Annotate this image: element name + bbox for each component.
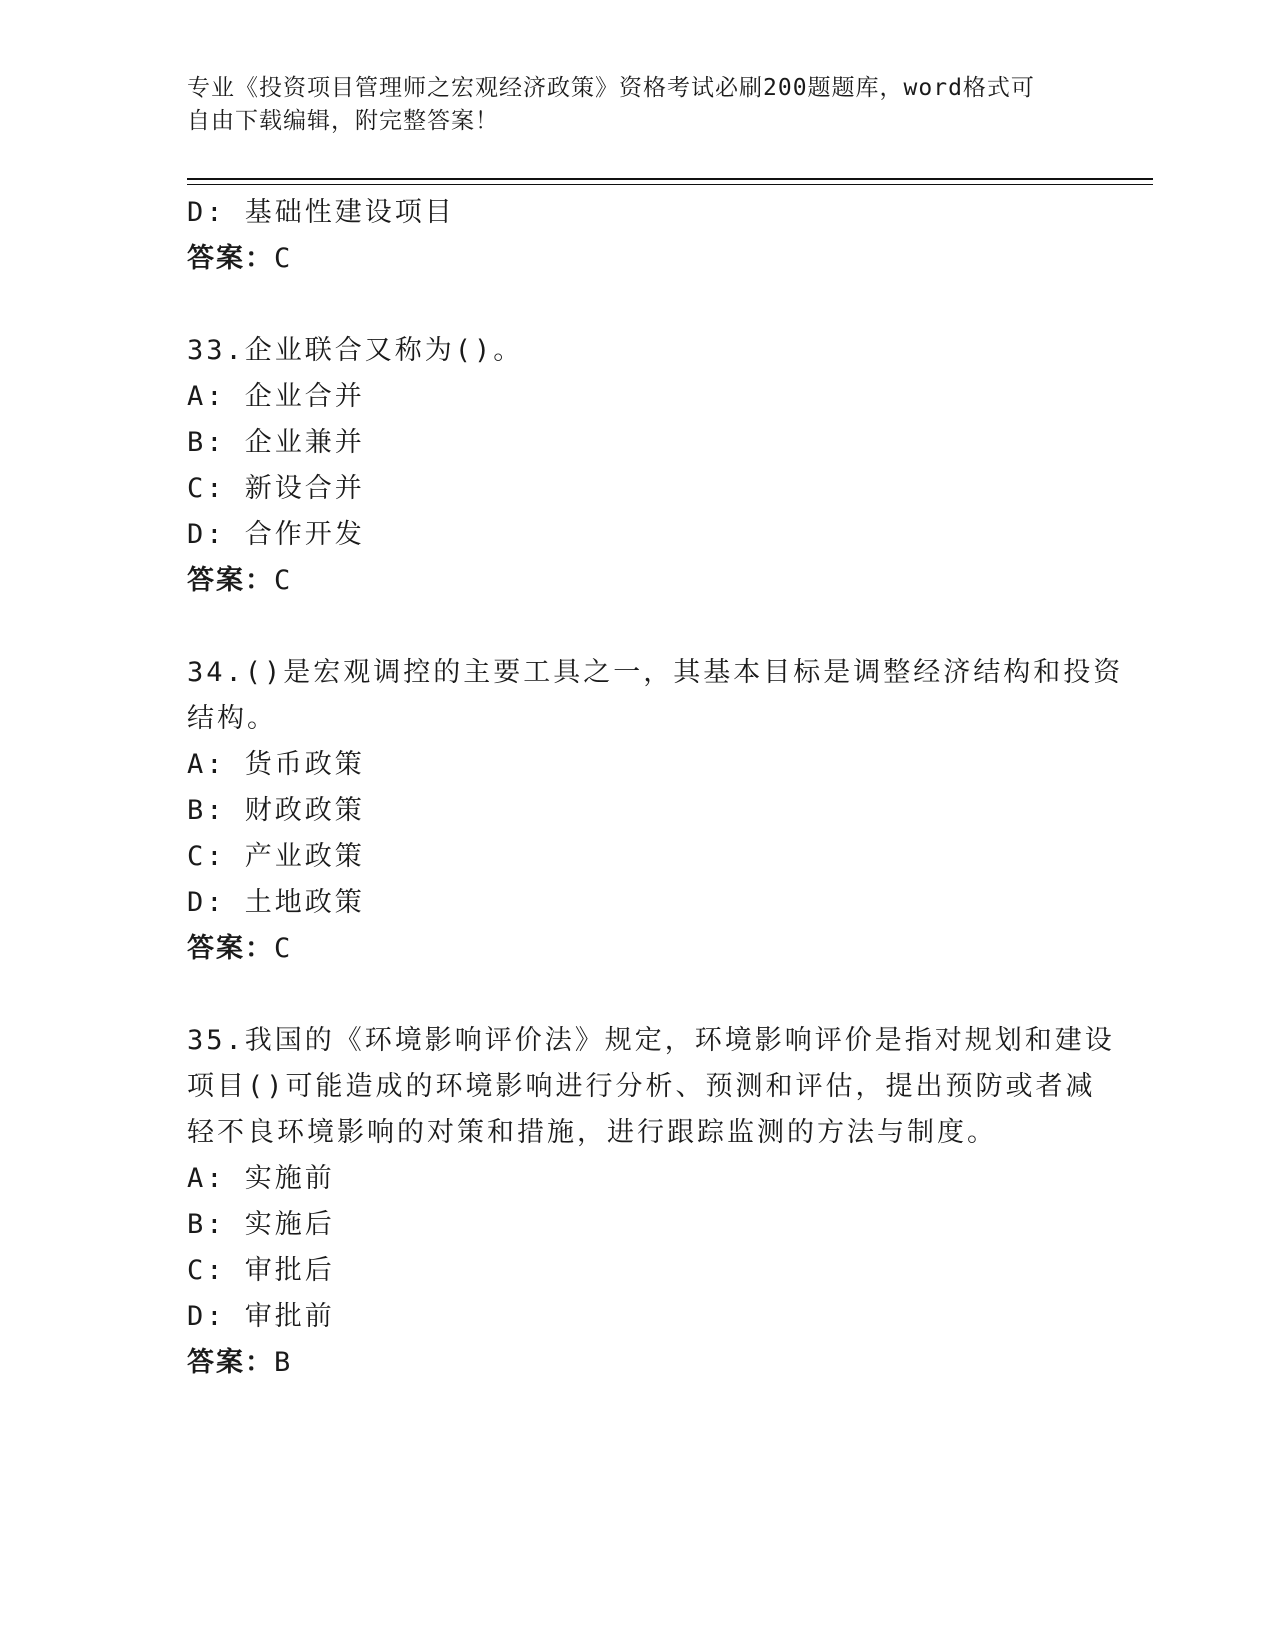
answer-label: 答案：	[187, 1347, 274, 1378]
q33-option-c: C: 新设合并	[187, 473, 365, 504]
answer-label: 答案：	[187, 565, 274, 596]
q33-option-d: D: 合作开发	[187, 519, 365, 550]
header-line-2: 自由下载编辑，附完整答案！	[187, 108, 499, 134]
q33-stem: 33.企业联合又称为()。	[187, 335, 524, 366]
spacer	[187, 604, 1087, 650]
answer-value: C	[274, 565, 294, 596]
document-header	[187, 72, 1087, 138]
q35-stem-line-2: 项目()可能造成的环境影响进行分析、预测和评估，提出预防或者减	[187, 1071, 1096, 1102]
spacer	[187, 282, 1087, 328]
q35-answer	[187, 1340, 1087, 1386]
q33-option-b: B: 企业兼并	[187, 427, 365, 458]
spacer	[187, 972, 1087, 1018]
q34-option-d: D: 土地政策	[187, 887, 365, 918]
prev-option-d: D: 基础性建设项目	[187, 197, 455, 228]
answer-value: C	[274, 243, 294, 274]
q34-answer	[187, 926, 1087, 972]
answer-value: B	[274, 1347, 294, 1378]
q35-option-c: C: 审批后	[187, 1255, 335, 1286]
prev-answer	[187, 236, 1087, 282]
header-divider-thin	[187, 184, 1153, 185]
header-divider-thick	[187, 178, 1153, 180]
header-line-1: 专业《投资项目管理师之宏观经济政策》资格考试必刷200题题库，word格式可	[187, 75, 1035, 101]
q34-option-b: B: 财政政策	[187, 795, 365, 826]
question-list	[187, 190, 1124, 1386]
q35-option-d: D: 审批前	[187, 1301, 335, 1332]
q34-option-c: C: 产业政策	[187, 841, 365, 872]
answer-value: C	[274, 933, 294, 964]
q34-stem-line-2: 结构。	[187, 703, 277, 734]
answer-label: 答案：	[187, 243, 274, 274]
q35-stem-line-1: 35.我国的《环境影响评价法》规定，环境影响评价是指对规划和建设	[187, 1025, 1115, 1056]
q35-option-b: B: 实施后	[187, 1209, 335, 1240]
q33-option-a: A: 企业合并	[187, 381, 365, 412]
q35-option-a: A: 实施前	[187, 1163, 335, 1194]
q34-stem-line-1: 34.()是宏观调控的主要工具之一，其基本目标是调整经济结构和投资	[187, 657, 1124, 688]
q33-answer	[187, 558, 1087, 604]
q35-stem-line-3: 轻不良环境影响的对策和措施，进行跟踪监测的方法与制度。	[187, 1117, 997, 1148]
answer-label: 答案：	[187, 933, 274, 964]
q34-option-a: A: 货币政策	[187, 749, 365, 780]
